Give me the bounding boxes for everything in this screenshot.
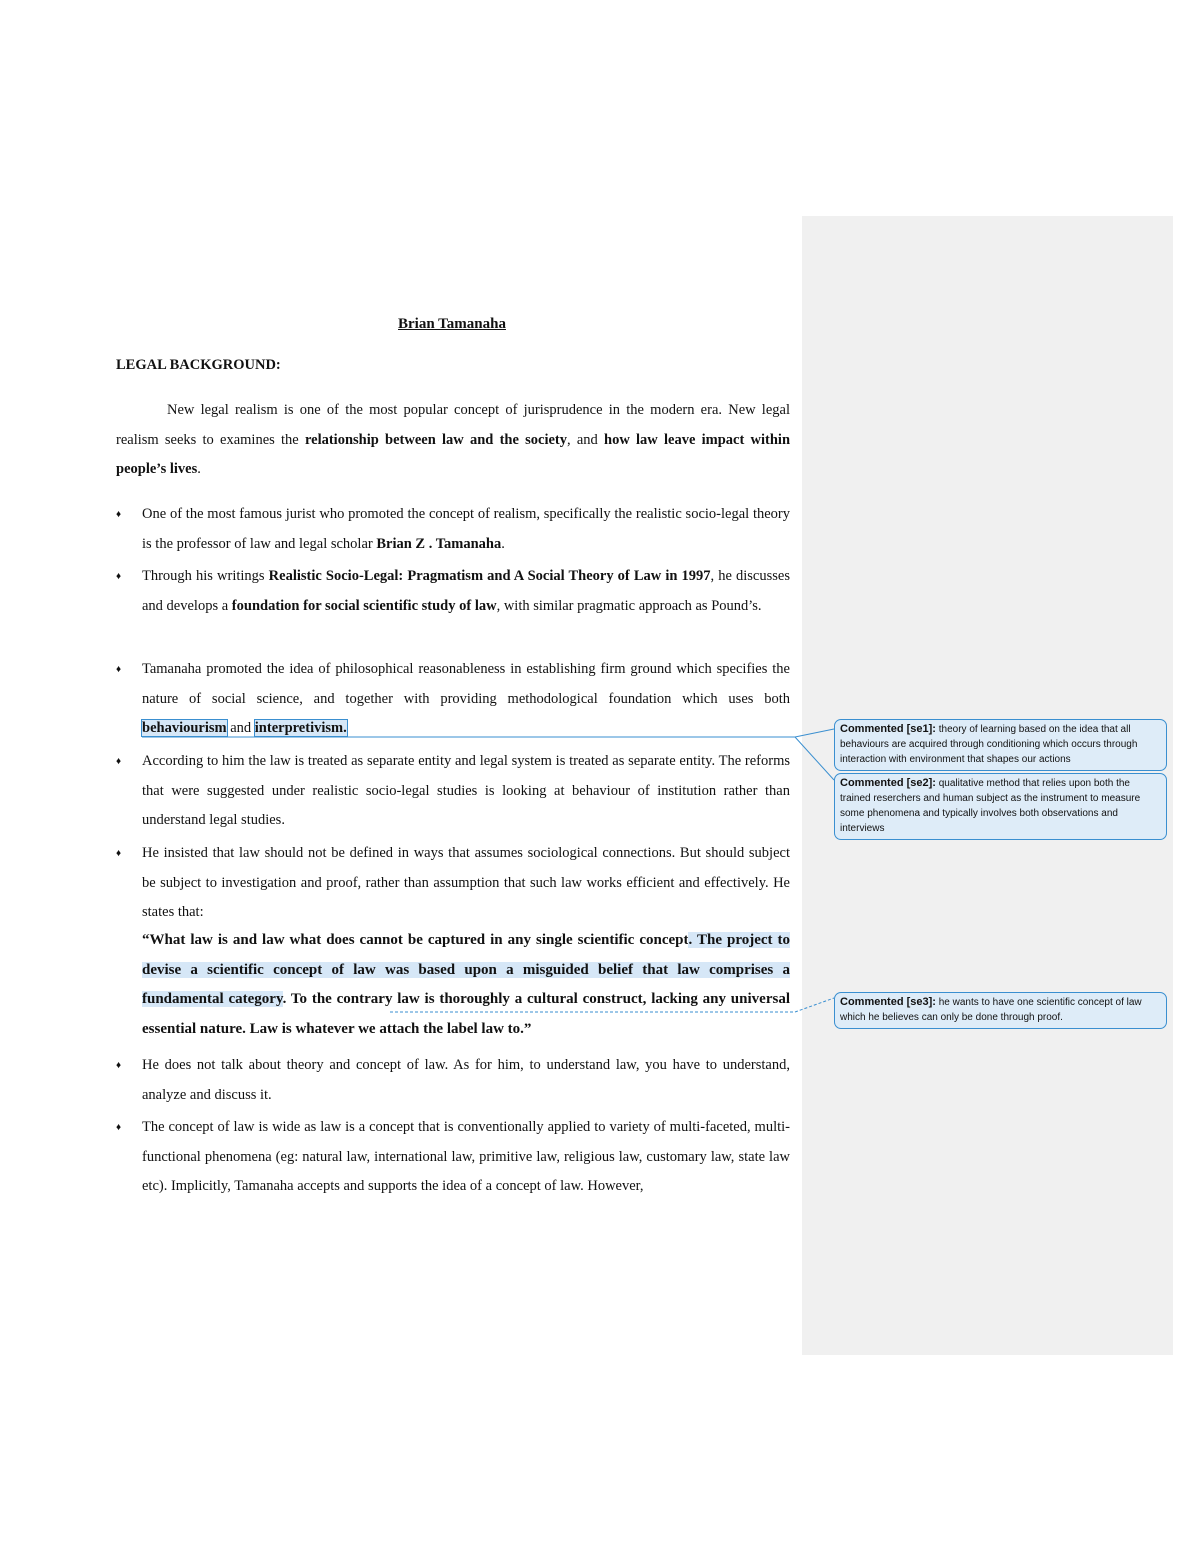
bullet-icon: ♦ (116, 756, 122, 767)
comment-balloon[interactable] (834, 719, 1167, 771)
section-heading: LEGAL BACKGROUND: (116, 357, 281, 373)
bullet-icon: ♦ (116, 1122, 122, 1133)
commented-text-behaviourism[interactable]: behaviourism (142, 720, 227, 736)
bullet-icon: ♦ (116, 509, 122, 520)
bold-phrase: relationship between law and the society (304, 431, 567, 448)
comment-text: qualitative method that relies upon both the trained reserchers and human subject as the instrument to measure some phenomena and typically involves both observations and interviews (840, 778, 1141, 834)
comment-label: Commented [se2]: (840, 777, 936, 789)
bullet-icon: ♦ (116, 664, 122, 675)
comment-label: Commented [se3]: (840, 996, 936, 1008)
document-title: Brian Tamanaha (398, 316, 506, 332)
document-page: Brian Tamanaha LEGAL BACKGROUND: New legal realism is one of the most popular concept of jurisprudence in the modern era. New legal realism seeks to examines the relationship between law and the society, and how law leave impact within people’s lives. ♦ One of the most famous jurist who promoted the concept of realism, specifically the realistic socio-legal theory is the professor of law and legal scholar Brian Z . Tamanaha. ♦ Through his writings Realistic Socio-Legal: Pragmatism and A Social Theory of Law in 1997, he discusses and develops a foundation for social scientific study of law, with similar pragmatic approach as Pound’s. ♦ Tamanaha promoted the idea of philosophical reasonableness in establishing firm ground which specifies the nature of social science, and together with providing methodological foundation which uses both behaviourism and interpretivism. ♦ According to him the law is treated as separate entity and legal system is treated as separate entity. The reforms that were suggested under realistic socio-legal studies is looking at behaviour of institution rather than understand legal studies. ♦ He insisted that law should not be defined in ways that assumes sociological connections. But should subject be subject to investigation and proof, rather than assumption that such law works efficient and effectively. He states that: “What law is and law what does cannot be captured in any single scientific concept. The project to devise a scientific concept of law was based upon a misguided belief that law comprises a fundamental category. To the contrary law is thoroughly a cultural construct, lacking any universal essential nature. Law is whatever we attach the label law to.” ♦ He does not talk about theory and concept of law. As for him, to understand law, you have to understand, analyze and discuss it. ♦ The concept of law is wide as law is a concept that is conventionally applied to variety of multi-faceted, multi-functional phenomena (eg: natural law, international law, primitive law, religious law, customary law, state law etc). Implicitly, Tamanaha accepts and supports the idea of a concept of law. However, Commented [se1]: theory of learning based on the idea that all behaviours are acquired through conditioning which occurs through interaction with environment that shapes our actions Commented [se2]: qualitative method that relies upon both the trained reserchers and human subject as the instrument to measure some phenomena and typically involves both observations and interviews Commented [se3]: he wants to have one scientific concept of law which he believes can only be done through proof. (0, 0, 1200, 1553)
bullet-icon: ♦ (116, 571, 122, 582)
comment-balloon[interactable] (834, 773, 1167, 840)
comment-label: Commented [se1]: (840, 723, 936, 735)
commented-text-quote[interactable]: . The project to devise a scientific concept of law was based upon a misguided belief that law comprises a fundamental category (142, 932, 791, 1007)
comment-balloon[interactable] (834, 992, 1167, 1029)
intro-paragraph: New legal realism is one of the most popular concept of jurisprudence in the modern era. New legal realism seeks to examines the relationship between law and the society, and how law leave impact within people’s lives. (116, 402, 791, 477)
block-quote: “What law is and law what does cannot be captured in any single scientific concept. The project to devise a scientific concept of law was based upon a misguided belief that law comprises a fundamental category. To the contrary law is thoroughly a cultural construct, lacking any universal essential nature. Law is whatever we attach the label law to.” (142, 932, 791, 1037)
bold-phrase: how law leave impact within people’s lives (116, 431, 791, 477)
comment-text: he wants to have one scientific concept of law which he believes can only be done through proof. (840, 997, 1142, 1023)
commented-text-interpretivism[interactable]: interpretivism. (254, 720, 347, 736)
bullet-icon: ♦ (116, 1060, 122, 1071)
comment-text: theory of learning based on the idea that all behaviours are acquired through conditioning which occurs through interaction with environment that shapes our actions (840, 724, 1138, 765)
bullet-icon: ♦ (116, 848, 122, 859)
